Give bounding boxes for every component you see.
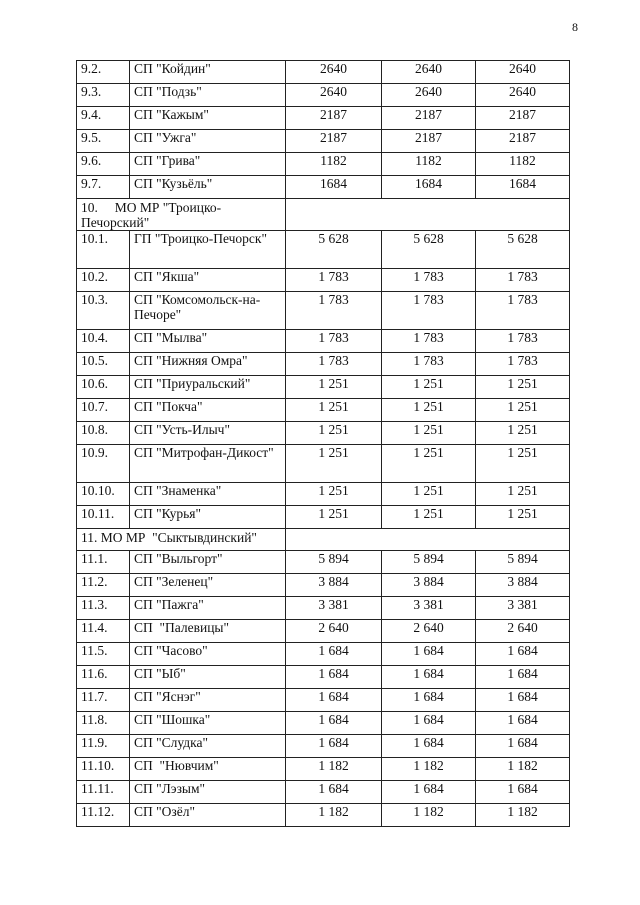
table-row	[77, 506, 570, 529]
row-number-cell: 11.12.	[77, 804, 130, 827]
settlement-name-cell: СП "Покча"	[130, 399, 286, 422]
table-row	[77, 84, 570, 107]
value-cell-1: 2187	[286, 130, 382, 153]
value-cell-3: 1 251	[476, 483, 570, 506]
value-cell-3: 1 182	[476, 758, 570, 781]
settlement-name-cell: СП "Шошка"	[130, 712, 286, 735]
value-cell-3: 5 628	[476, 231, 570, 269]
row-number-cell: 10.3.	[77, 292, 130, 330]
value-cell-3: 1684	[476, 176, 570, 199]
row-number-cell: 10.11.	[77, 506, 130, 529]
value-cell-2: 2640	[382, 61, 476, 84]
value-cell-2: 1 684	[382, 643, 476, 666]
value-cell-1: 2640	[286, 61, 382, 84]
table-row	[77, 712, 570, 735]
value-cell-1: 1 684	[286, 689, 382, 712]
value-cell-1: 1 251	[286, 445, 382, 483]
value-cell-1: 1 251	[286, 376, 382, 399]
settlement-name-cell: СП "Озёл"	[130, 804, 286, 827]
row-number-cell: 9.4.	[77, 107, 130, 130]
table-row	[77, 574, 570, 597]
value-cell-1: 3 884	[286, 574, 382, 597]
row-number-cell: 9.2.	[77, 61, 130, 84]
table-row	[77, 597, 570, 620]
settlement-name-cell: СП "Комсомольск-на-Печоре"	[130, 292, 286, 330]
value-cell-1: 5 894	[286, 551, 382, 574]
table-row	[77, 292, 570, 330]
table-row	[77, 153, 570, 176]
table-row	[77, 551, 570, 574]
row-number-cell: 10.9.	[77, 445, 130, 483]
table-row	[77, 399, 570, 422]
settlement-name-cell: СП "Койдин"	[130, 61, 286, 84]
row-number-cell: 9.6.	[77, 153, 130, 176]
table-row	[77, 643, 570, 666]
row-number-cell: 10.7.	[77, 399, 130, 422]
value-cell-2: 1 684	[382, 712, 476, 735]
value-cell-3: 3 884	[476, 574, 570, 597]
value-cell-3: 2 640	[476, 620, 570, 643]
settlement-name-cell: СП "Усть-Илыч"	[130, 422, 286, 445]
section-title: 11. МО МР "Сыктывдинский"	[77, 529, 286, 551]
settlement-name-cell: СП "Выльгорт"	[130, 551, 286, 574]
value-cell-2: 1 251	[382, 483, 476, 506]
value-cell-2: 3 884	[382, 574, 476, 597]
row-number-cell: 11.8.	[77, 712, 130, 735]
value-cell-1: 1 182	[286, 804, 382, 827]
value-cell-3: 1 251	[476, 506, 570, 529]
value-cell-1: 2187	[286, 107, 382, 130]
value-cell-2: 1182	[382, 153, 476, 176]
row-number-cell: 10.5.	[77, 353, 130, 376]
table-row	[77, 376, 570, 399]
settlement-name-cell: СП "Нювчим"	[130, 758, 286, 781]
value-cell-1: 1 684	[286, 735, 382, 758]
row-number-cell: 10.2.	[77, 269, 130, 292]
value-cell-3: 1 251	[476, 399, 570, 422]
value-cell-2: 1 251	[382, 399, 476, 422]
settlement-name-cell: ГП "Троицко-Печорск"	[130, 231, 286, 269]
row-number-cell: 9.5.	[77, 130, 130, 153]
value-cell-2: 1 684	[382, 781, 476, 804]
row-number-cell: 11.2.	[77, 574, 130, 597]
value-cell-3: 1 251	[476, 422, 570, 445]
settlement-name-cell: СП "Пажга"	[130, 597, 286, 620]
value-cell-3: 1 684	[476, 643, 570, 666]
value-cell-3: 1 684	[476, 735, 570, 758]
row-number-cell: 10.1.	[77, 231, 130, 269]
value-cell-1: 1 684	[286, 666, 382, 689]
table-row	[77, 804, 570, 827]
value-cell-1: 2640	[286, 84, 382, 107]
section-row	[77, 199, 570, 231]
value-cell-1: 1 783	[286, 330, 382, 353]
settlement-name-cell: СП "Приуральский"	[130, 376, 286, 399]
table-row	[77, 620, 570, 643]
value-cell-3: 1182	[476, 153, 570, 176]
value-cell-1: 1 783	[286, 269, 382, 292]
table-row	[77, 330, 570, 353]
table-row	[77, 445, 570, 483]
row-number-cell: 9.3.	[77, 84, 130, 107]
value-cell-3: 2640	[476, 61, 570, 84]
table-row	[77, 483, 570, 506]
value-cell-3: 2640	[476, 84, 570, 107]
settlement-name-cell: СП "Слудка"	[130, 735, 286, 758]
row-number-cell: 11.11.	[77, 781, 130, 804]
settlement-name-cell: СП "Грива"	[130, 153, 286, 176]
settlement-name-cell: СП "Курья"	[130, 506, 286, 529]
section-empty-cell	[286, 199, 570, 231]
value-cell-3: 1 684	[476, 689, 570, 712]
value-cell-1: 1 783	[286, 353, 382, 376]
value-cell-1: 1 684	[286, 712, 382, 735]
value-cell-2: 5 628	[382, 231, 476, 269]
row-number-cell: 10.6.	[77, 376, 130, 399]
table-row	[77, 735, 570, 758]
page-number: 8	[572, 20, 578, 34]
value-cell-3: 2187	[476, 107, 570, 130]
value-cell-3: 1 783	[476, 269, 570, 292]
row-number-cell: 10.4.	[77, 330, 130, 353]
table-body	[77, 61, 570, 827]
section-row	[77, 529, 570, 551]
value-cell-3: 1 684	[476, 781, 570, 804]
value-cell-1: 1 684	[286, 643, 382, 666]
value-cell-3: 1 684	[476, 712, 570, 735]
value-cell-2: 1 783	[382, 353, 476, 376]
value-cell-1: 5 628	[286, 231, 382, 269]
settlement-name-cell: СП "Лэзым"	[130, 781, 286, 804]
value-cell-3: 1 783	[476, 330, 570, 353]
value-cell-1: 2 640	[286, 620, 382, 643]
allocation-table	[76, 60, 570, 827]
value-cell-2: 1 783	[382, 269, 476, 292]
table-row	[77, 689, 570, 712]
table-row	[77, 422, 570, 445]
settlement-name-cell: СП "Подзь"	[130, 84, 286, 107]
settlement-name-cell: СП "Часово"	[130, 643, 286, 666]
value-cell-3: 1 251	[476, 445, 570, 483]
value-cell-1: 1 182	[286, 758, 382, 781]
value-cell-2: 5 894	[382, 551, 476, 574]
settlement-name-cell: СП "Митрофан-Дикост"	[130, 445, 286, 483]
value-cell-2: 2 640	[382, 620, 476, 643]
settlement-name-cell: СП "Палевицы"	[130, 620, 286, 643]
value-cell-2: 1 251	[382, 422, 476, 445]
settlement-name-cell: СП "Нижняя Омра"	[130, 353, 286, 376]
row-number-cell: 11.6.	[77, 666, 130, 689]
value-cell-2: 1 783	[382, 330, 476, 353]
settlement-name-cell: СП "Кажым"	[130, 107, 286, 130]
value-cell-3: 3 381	[476, 597, 570, 620]
value-cell-1: 1 251	[286, 422, 382, 445]
row-number-cell: 9.7.	[77, 176, 130, 199]
value-cell-3: 2187	[476, 130, 570, 153]
value-cell-2: 2187	[382, 130, 476, 153]
value-cell-3: 1 182	[476, 804, 570, 827]
row-number-cell: 11.5.	[77, 643, 130, 666]
table-row	[77, 130, 570, 153]
value-cell-2: 1684	[382, 176, 476, 199]
value-cell-2: 2640	[382, 84, 476, 107]
table-row	[77, 107, 570, 130]
value-cell-3: 1 251	[476, 376, 570, 399]
table-row	[77, 781, 570, 804]
table-row	[77, 758, 570, 781]
value-cell-3: 1 783	[476, 292, 570, 330]
row-number-cell: 11.3.	[77, 597, 130, 620]
value-cell-1: 1182	[286, 153, 382, 176]
table-row	[77, 666, 570, 689]
value-cell-3: 1 783	[476, 353, 570, 376]
settlement-name-cell: СП "Кузьёль"	[130, 176, 286, 199]
settlement-name-cell: СП "Якша"	[130, 269, 286, 292]
value-cell-2: 3 381	[382, 597, 476, 620]
value-cell-2: 1 251	[382, 445, 476, 483]
section-title: 10. МО МР "Троицко-Печорский"	[77, 199, 286, 231]
value-cell-3: 1 684	[476, 666, 570, 689]
settlement-name-cell: СП "Знаменка"	[130, 483, 286, 506]
value-cell-3: 5 894	[476, 551, 570, 574]
value-cell-1: 1684	[286, 176, 382, 199]
row-number-cell: 11.10.	[77, 758, 130, 781]
value-cell-1: 1 684	[286, 781, 382, 804]
row-number-cell: 10.8.	[77, 422, 130, 445]
row-number-cell: 10.10.	[77, 483, 130, 506]
value-cell-2: 1 251	[382, 376, 476, 399]
table-row	[77, 176, 570, 199]
settlement-name-cell: СП "Зеленец"	[130, 574, 286, 597]
table-row	[77, 353, 570, 376]
value-cell-1: 3 381	[286, 597, 382, 620]
value-cell-2: 1 684	[382, 735, 476, 758]
value-cell-1: 1 251	[286, 506, 382, 529]
row-number-cell: 11.7.	[77, 689, 130, 712]
value-cell-2: 2187	[382, 107, 476, 130]
settlement-name-cell: СП "Яснэг"	[130, 689, 286, 712]
settlement-name-cell: СП "Ужга"	[130, 130, 286, 153]
value-cell-2: 1 182	[382, 758, 476, 781]
value-cell-2: 1 684	[382, 666, 476, 689]
row-number-cell: 11.1.	[77, 551, 130, 574]
settlement-name-cell: СП "Мылва"	[130, 330, 286, 353]
value-cell-2: 1 182	[382, 804, 476, 827]
table-row	[77, 269, 570, 292]
value-cell-1: 1 783	[286, 292, 382, 330]
settlement-name-cell: СП "Ыб"	[130, 666, 286, 689]
section-empty-cell	[286, 529, 570, 551]
value-cell-2: 1 684	[382, 689, 476, 712]
row-number-cell: 11.4.	[77, 620, 130, 643]
value-cell-1: 1 251	[286, 399, 382, 422]
table-row	[77, 61, 570, 84]
value-cell-2: 1 251	[382, 506, 476, 529]
table-row	[77, 231, 570, 269]
value-cell-1: 1 251	[286, 483, 382, 506]
row-number-cell: 11.9.	[77, 735, 130, 758]
value-cell-2: 1 783	[382, 292, 476, 330]
